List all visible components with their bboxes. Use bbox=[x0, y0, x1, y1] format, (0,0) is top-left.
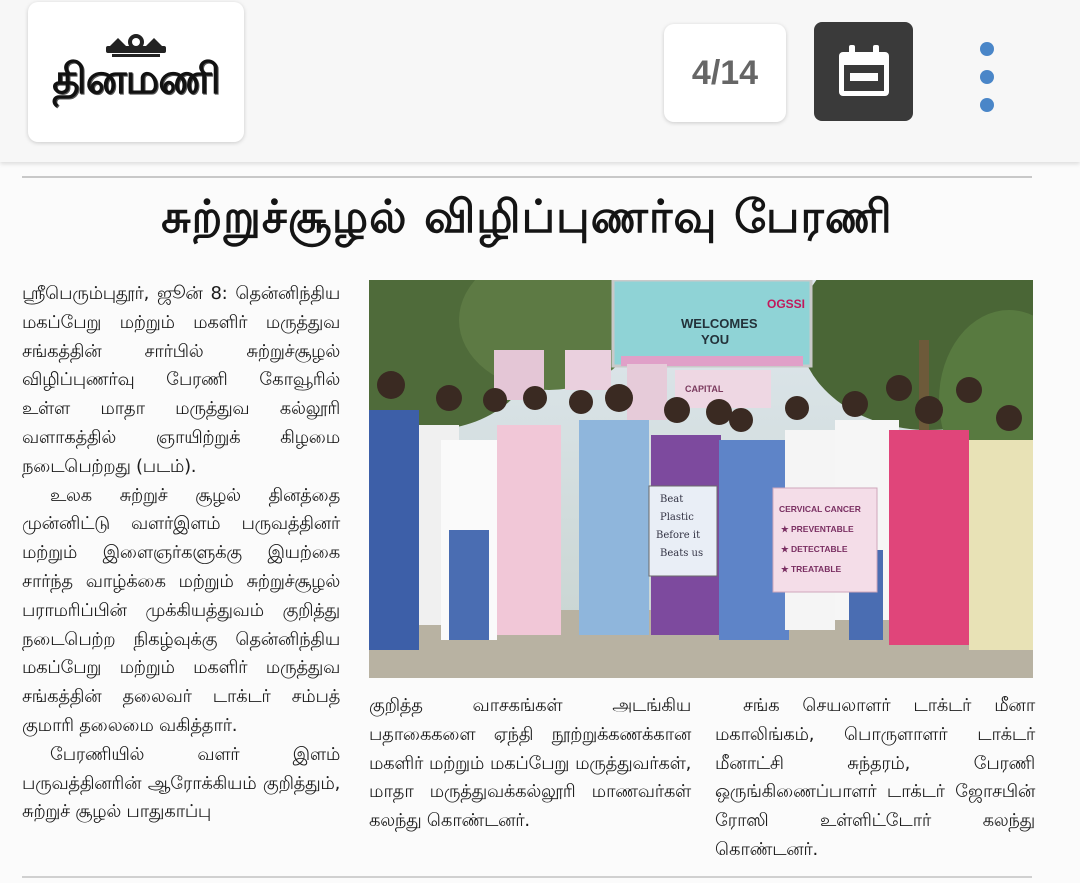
more-options-button[interactable] bbox=[970, 42, 1004, 112]
banner-badge-text: OGSSI bbox=[767, 297, 806, 311]
sign-right-line-1: CERVICAL CANCER bbox=[779, 504, 861, 514]
article-paragraph: உலக சுற்றுச் சூழல் தினத்தை முன்னிட்டு வளர்இளம் பருவத்தினர் மற்றும் இளைஞர்களுக்கு இயற்கை சார்ந்த வாழ்க்கை மற்றும் சுற்றுச்சூழல் பராமரிப்பின் முக்கியத்துவம் குறித்து நடைபெற்ற நிகழ்வுக்கு தென்னிந்திய மகப்பேறு மற்றும் மகளிர் மருத்துவ சங்கத்தின் தலைவர் டாக்டர் சம்பத் குமாரி தலைமை வகித்தார். bbox=[22, 484, 340, 736]
more-vertical-icon-dot bbox=[980, 98, 994, 112]
article-paragraph: ஸ்ரீபெரும்புதூர், ஜூன் 8: தென்னிந்திய மகப்பேறு மற்றும் மகளிர் மருத்துவ சங்கத்தின் சார்பில் சுற்றுச்சூழல் விழிப்புணர்வு பேரணி கோவூரில் உள்ள மாதா மருத்துவ கல்லூரி வளாகத்தில் ஞாயிற்றுக் கிழமை நடைபெற்றது (படம்). bbox=[22, 283, 340, 477]
article-paragraph: குறித்த வாசகங்கள் அடங்கிய பதாகைகளை ஏந்தி நூற்றுக்கணக்கான மகளிர் மற்றும் மகப்பேறு மருத்துவர்கள், மாதா மருத்துவக்கல்லூரி மாணவர்கள் கலந்து கொண்டனர். bbox=[369, 695, 691, 832]
sign-left-line-1: Beat bbox=[660, 494, 684, 505]
more-vertical-icon-dot bbox=[980, 42, 994, 56]
article-column-2 bbox=[369, 692, 691, 836]
sign-right-line-4: ★ TREATABLE bbox=[781, 564, 842, 574]
logo-wordmark: தினமணி bbox=[52, 54, 220, 103]
app-header bbox=[0, 0, 1080, 162]
divider bbox=[22, 176, 1032, 178]
calendar-icon bbox=[835, 43, 893, 101]
article-column-1 bbox=[22, 280, 340, 827]
banner-line-2: YOU bbox=[701, 332, 730, 347]
newspaper-logo[interactable] bbox=[28, 2, 244, 142]
banner-line-1: WELCOMES bbox=[681, 316, 758, 331]
article-column-3 bbox=[715, 692, 1035, 865]
calendar-button[interactable] bbox=[814, 22, 913, 121]
page-indicator-button[interactable]: 4/14 bbox=[664, 24, 786, 122]
divider bbox=[22, 876, 1032, 878]
sign-left-line-3: Before it bbox=[656, 530, 701, 541]
article-photo[interactable] bbox=[369, 280, 1033, 678]
sign-right-line-3: ★ DETECTABLE bbox=[781, 544, 848, 554]
sign-left-line-4: Beats us bbox=[660, 548, 704, 559]
sign-left-line-2: Plastic bbox=[660, 512, 694, 523]
back-sign-text: CAPITAL bbox=[685, 384, 724, 394]
sign-right-line-2: ★ PREVENTABLE bbox=[781, 524, 854, 534]
article-headline: சுற்றுச்சூழல் விழிப்புணர்வு பேரணி bbox=[161, 190, 893, 243]
article-paragraph: பேரணியில் வளர் இளம் பருவத்தினரின் ஆரோக்கியம் குறித்தும், சுற்றுச் சூழல் பாதுகாப்பு bbox=[22, 743, 340, 823]
more-vertical-icon-dot bbox=[980, 70, 994, 84]
article-paragraph: சங்க செயலாளர் டாக்டர் மீனா மகாலிங்கம், பொருளாளர் டாக்டர் மீனாட்சி சுந்தரம், பேரணி ஒருங்கிணைப்பாளர் டாக்டர் ஜோசபின் ரோஸி உள்ளிட்டோர் கலந்து கொண்டனர். bbox=[715, 695, 1035, 860]
